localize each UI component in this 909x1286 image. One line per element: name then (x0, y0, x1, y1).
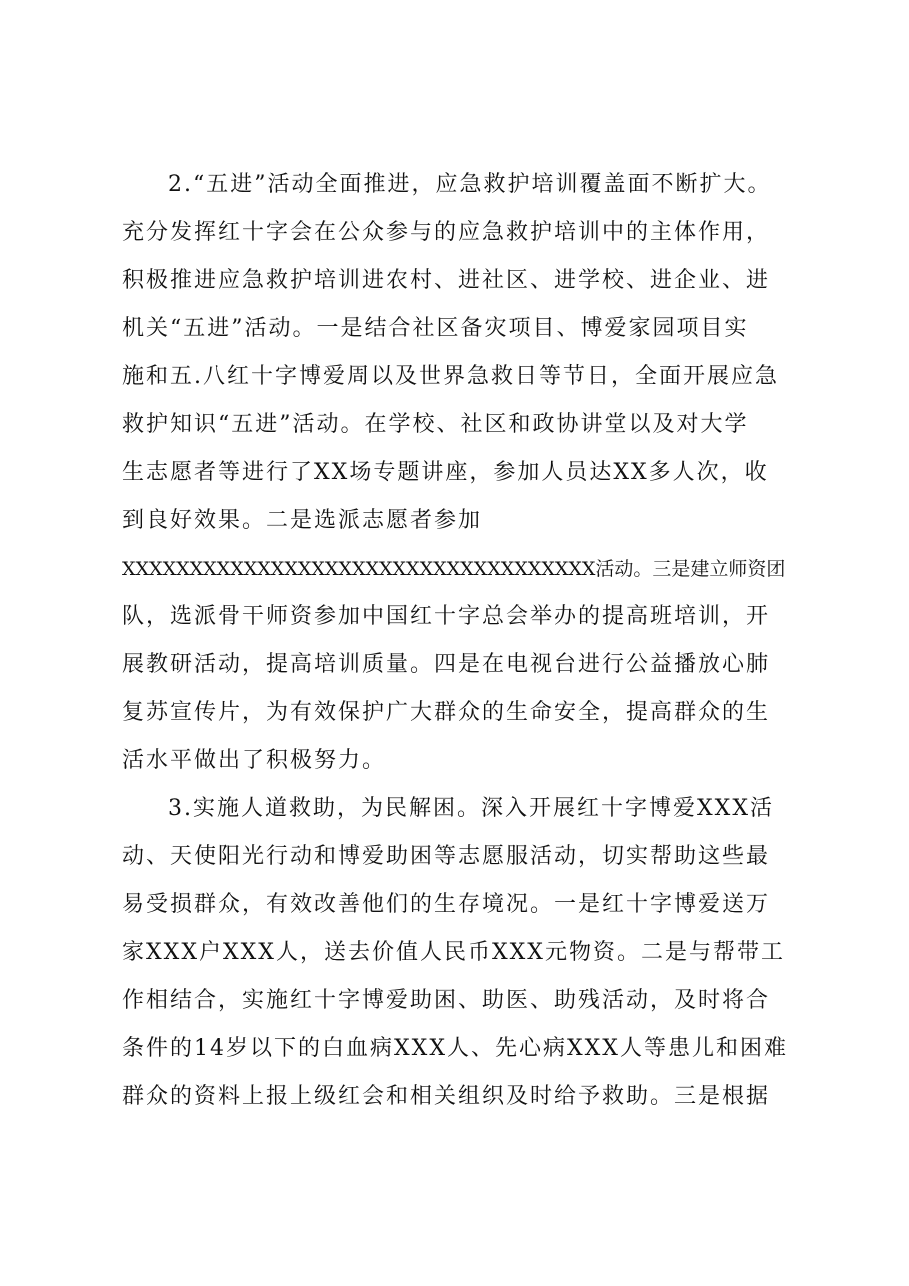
paragraph-1-line-5: 施和五.八红十字博爱周以及世界急救日等节日，全面开展应急 (122, 364, 779, 389)
paragraph-2-line-4: 家XXX户XXX人，送去价值人民币XXX元物资。二是与帮带工 (122, 940, 785, 965)
paragraph-1-line-2: 充分发挥红十字会在公众参与的应急救护培训中的主体作用， (122, 220, 771, 245)
paragraph-1-line-4: 机关“五进”活动。一是结合社区备灾项目、博爱家园项目实 (122, 316, 749, 341)
paragraph-2-line-6: 条件的14岁以下的白血病XXX人、先心病XXX人等患儿和困难 (122, 1036, 788, 1061)
paragraph-2-line-1: 3.实施人道救助，为民解困。深入开展红十字博爱XXX活 (168, 796, 774, 821)
paragraph-1-line-10: 队，选派骨干师资参加中国红十字总会举办的提高班培训，开 (122, 604, 771, 629)
paragraph-1-line-6: 救护知识“五进”活动。在学校、社区和政协讲堂以及对大学 (122, 412, 749, 437)
paragraph-1-line-13: 活水平做出了积极努力。 (122, 748, 387, 773)
paragraph-2-line-3: 易受损群众，有效改善他们的生存境况。一是红十字博爱送万 (122, 892, 771, 917)
paragraph-1-line-12: 复苏宣传片，为有效保护广大群众的生命安全，提高群众的生 (122, 700, 771, 725)
paragraph-1-line-11: 展教研活动，提高培训质量。四是在电视台进行公益播放心肺 (122, 652, 771, 677)
paragraph-1-line-1: 2.“五进”活动全面推进，应急救护培训覆盖面不断扩大。 (168, 172, 772, 197)
paragraph-1-line-9: XXXXXXXXXXXXXXXXXXXXXXXXXXXXXXXXXXX活动。三是建立师资团 (122, 558, 786, 580)
paragraph-2-line-2: 动、天使阳光行动和博爱助困等志愿服活动，切实帮助这些最 (122, 844, 771, 869)
paragraph-2-line-5: 作相结合，实施红十字博爱助困、助医、助残活动，及时将合 (122, 988, 771, 1013)
paragraph-1-line-3: 积极推进应急救护培训进农村、进社区、进学校、进企业、进 (122, 268, 771, 293)
paragraph-2-line-7: 群众的资料上报上级红会和相关组织及时给予救助。三是根据 (122, 1084, 771, 1109)
paragraph-1-line-8: 到良好效果。二是选派志愿者参加 (122, 508, 483, 533)
paragraph-1-line-7: 生志愿者等进行了XX场专题讲座，参加人员达XX多人次，收 (122, 460, 769, 485)
